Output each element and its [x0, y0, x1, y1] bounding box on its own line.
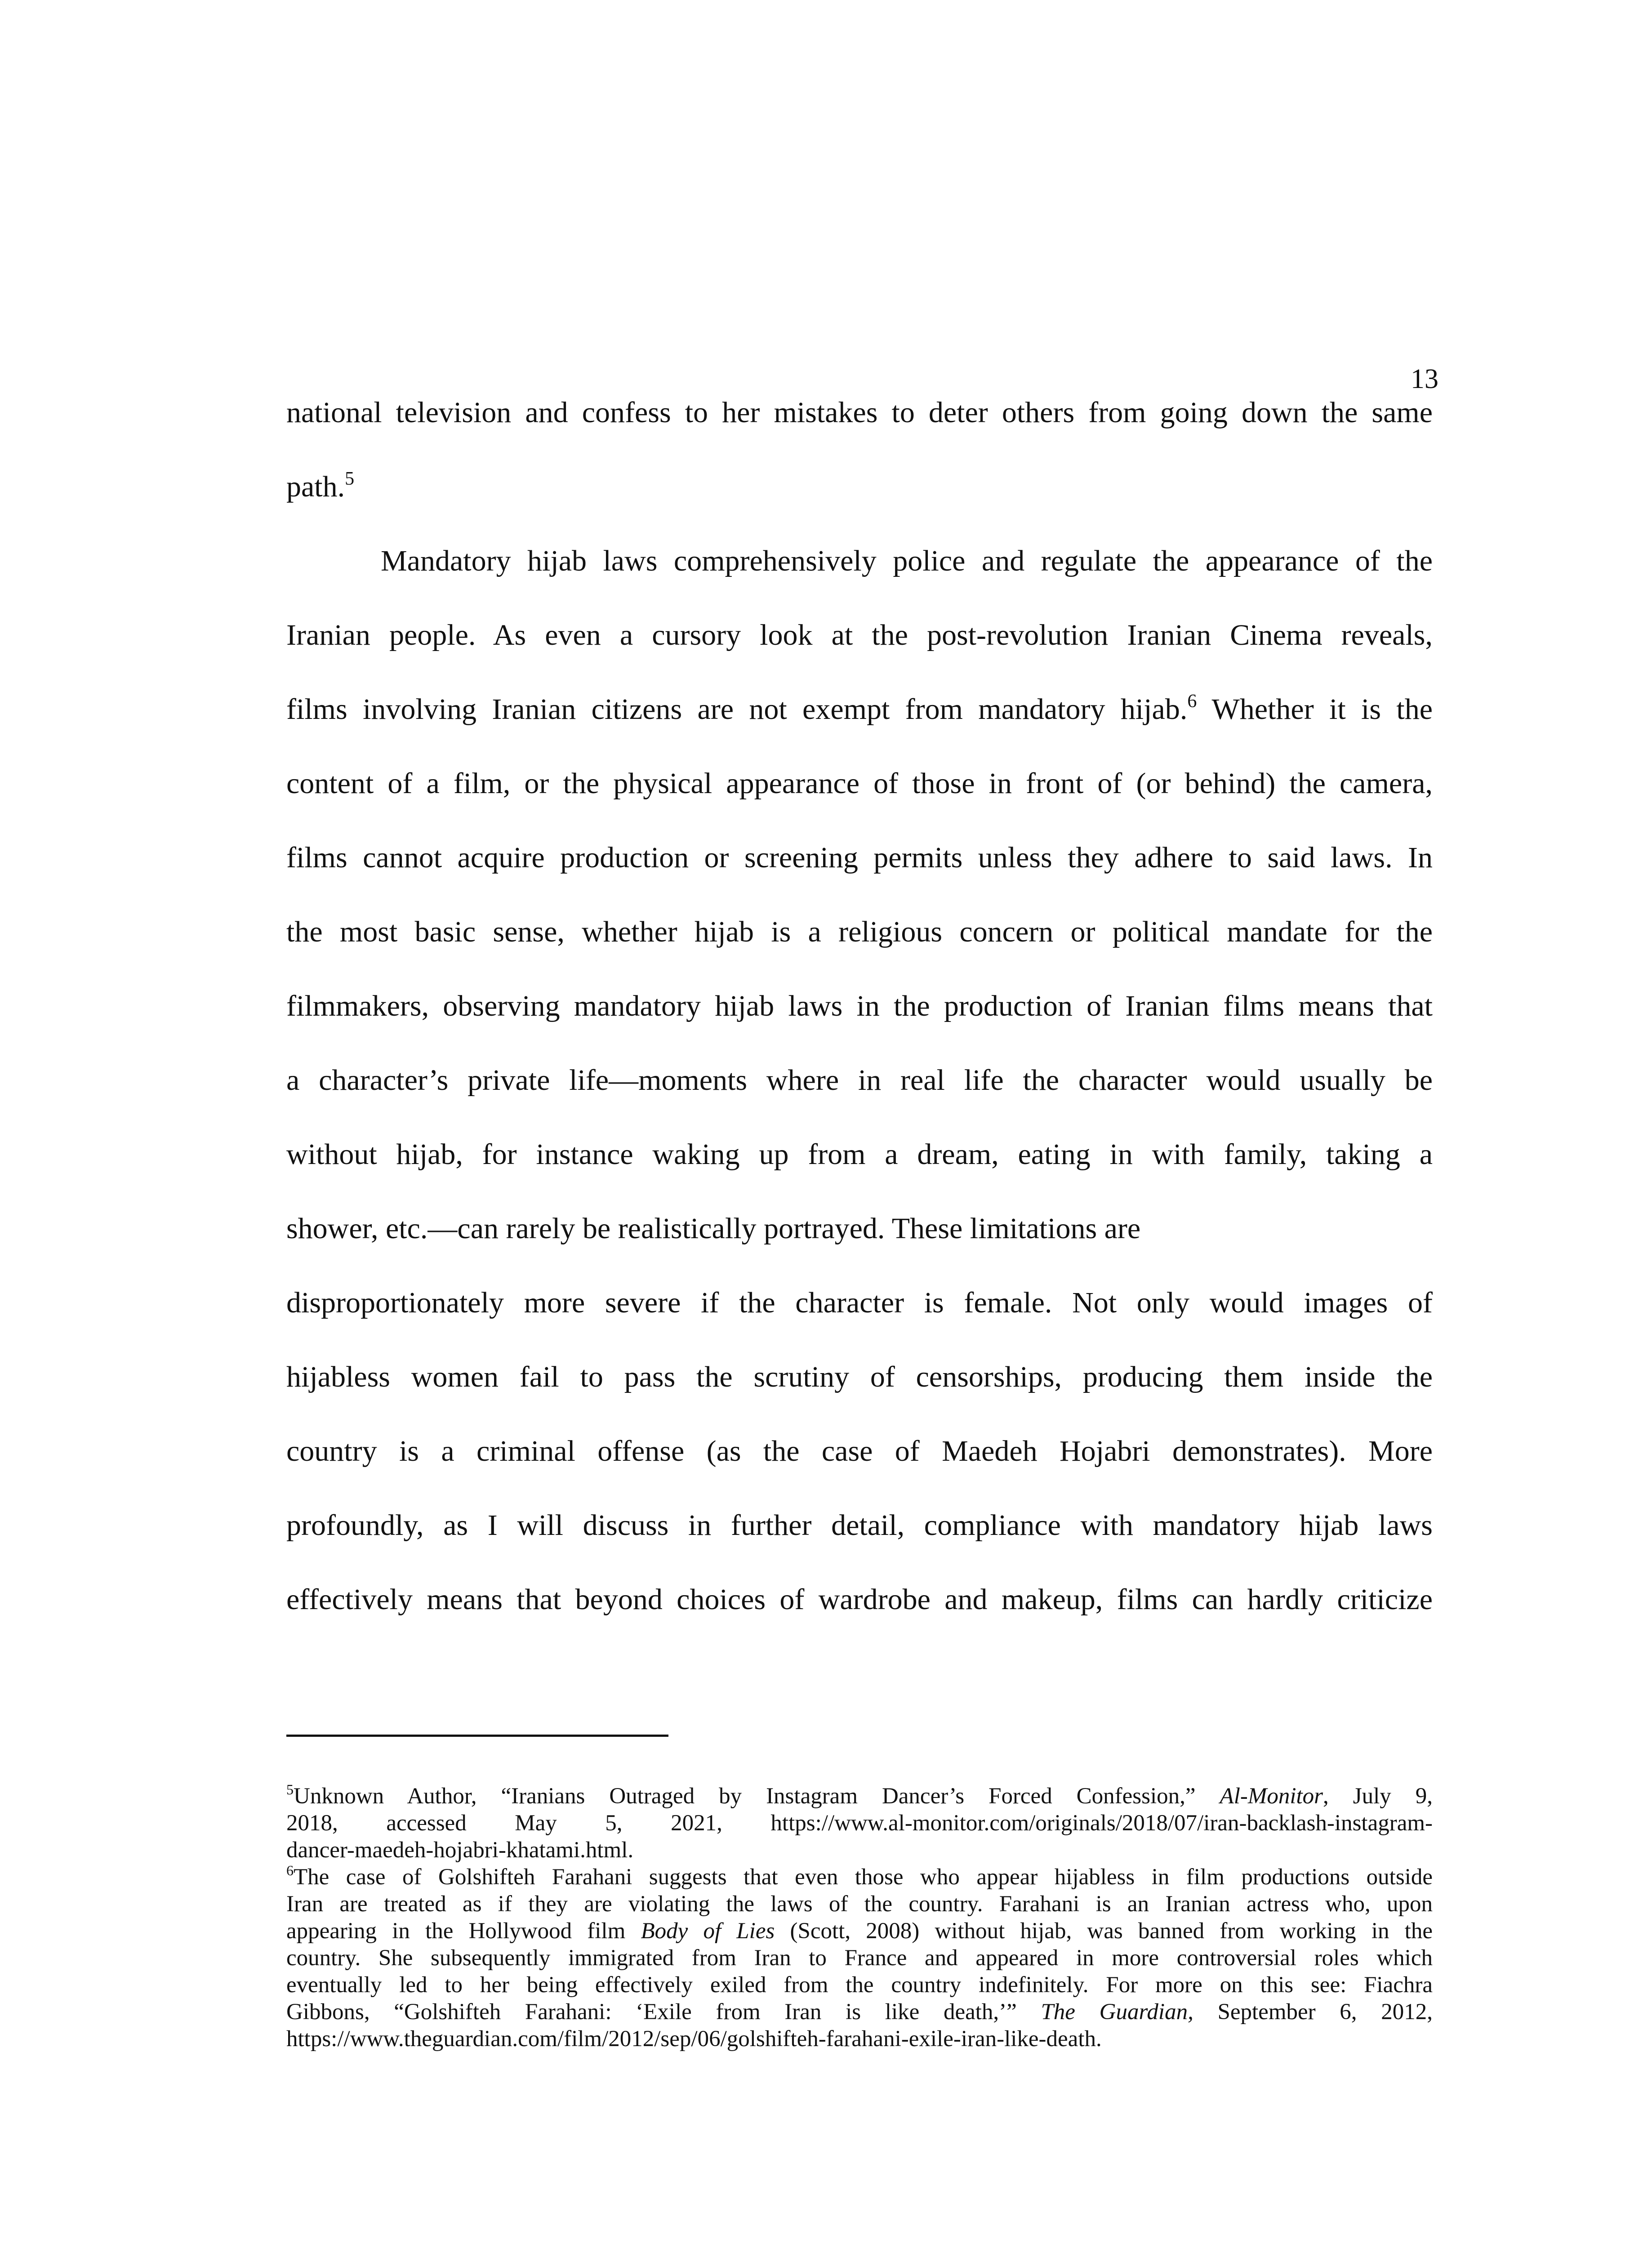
footnote-number: 5 — [286, 1781, 294, 1798]
footnote-line — [286, 1891, 1433, 1918]
body-line — [286, 1214, 1433, 1288]
footnote-text: , July 9, — [1323, 1784, 1433, 1809]
body-line-text: the most basic sense, whether hijab is a religious concern or political mandate for the — [286, 915, 1433, 948]
body-line — [286, 917, 1433, 991]
footnote-text: Unknown Author, “Iranians Outraged by Instagram Dancer’s Forced Confession,” — [294, 1784, 1220, 1809]
body-line-text: profoundly, as I will discuss in further detail, compliance with mandatory hijab laws — [286, 1509, 1433, 1542]
footnote-text: appearing in the Hollywood film — [286, 1918, 641, 1944]
body-line — [286, 1066, 1433, 1140]
footnote-6 — [286, 1864, 1433, 2052]
body-line-text: films involving Iranian citizens are not exempt from mandatory hijab. — [286, 693, 1188, 726]
body-line-text: without hijab, for instance waking up from a dream, eating in with family, taking a — [286, 1138, 1433, 1171]
body-line — [286, 1362, 1433, 1436]
footnote-line — [286, 1783, 1433, 1810]
body-line-text: disproportionately more severe if the character is female. Not only would images of — [286, 1286, 1433, 1319]
footnote-reference: 5 — [345, 468, 355, 489]
footnote-text: dancer-maedeh-hojabri-khatami.html. — [286, 1838, 634, 1863]
body-line — [286, 769, 1433, 843]
footnote-line — [286, 1810, 1433, 1837]
footnote-line — [286, 2025, 1433, 2052]
body-line-text: country is a criminal offense (as the case of Maedeh Hojabri demonstrates). More — [286, 1435, 1433, 1467]
body-line — [286, 468, 1433, 546]
footnote-text: September 6, 2012, — [1193, 1999, 1433, 2025]
footnote-text: eventually led to her being effectively exiled from the country indefinitely. For more on this see: Fiachra — [286, 1972, 1433, 1998]
body-line-text: a character’s private life—moments where in real life the character would usually be — [286, 1064, 1433, 1097]
body-line-text: shower, etc.—can rarely be realistically portrayed. These limitations are — [286, 1212, 1141, 1245]
body-line — [286, 691, 1433, 769]
footnote-number: 6 — [286, 1862, 294, 1878]
footnote-text: 2018, accessed May 5, 2021, https://www.al-monitor.com/originals/2018/07/iran-backlash-instagram- — [286, 1811, 1433, 1836]
footnote-line — [286, 1837, 1433, 1864]
footnote-line — [286, 1918, 1433, 1945]
body-line-text: Mandatory hijab laws comprehensively police and regulate the appearance of the — [381, 544, 1433, 577]
footnote-separator — [286, 1735, 668, 1737]
footnote-italic-title: Body of Lies — [641, 1918, 775, 1944]
footnotes — [286, 1783, 1433, 2052]
footnote-italic-title: Al-Monitor — [1220, 1784, 1323, 1809]
body-line — [286, 1288, 1433, 1362]
body-line — [286, 991, 1433, 1066]
body-line-text: hijabless women fail to pass the scrutiny of censorships, producing them inside the — [286, 1360, 1433, 1393]
footnote-line — [286, 1864, 1433, 1891]
body-line-text: films cannot acquire production or screening permits unless they adhere to said laws. In — [286, 841, 1433, 874]
body-line-text: filmmakers, observing mandatory hijab laws in the production of Iranian films means that — [286, 990, 1433, 1022]
body-line — [286, 843, 1433, 917]
footnote-text: country. She subsequently immigrated from Iran to France and appeared in more controversial roles which — [286, 1945, 1433, 1971]
body-line-text: effectively means that beyond choices of wardrobe and makeup, films can hardly criticize — [286, 1583, 1433, 1616]
body-line — [286, 398, 1433, 472]
footnote-text: The case of Golshifteh Farahani suggests that even those who appear hijabless in film productions outside — [294, 1864, 1433, 1890]
footnote-line — [286, 1998, 1433, 2025]
footnote-text: Gibbons, “Golshifteh Farahani: ‘Exile from Iran is like death,’” — [286, 1999, 1041, 2025]
body-line — [286, 1585, 1433, 1659]
body-line — [286, 1511, 1433, 1585]
body-line-text: national television and confess to her mistakes to deter others from going down the same — [286, 396, 1433, 429]
body-line-text: content of a film, or the physical appearance of those in front of (or behind) the camera, — [286, 767, 1433, 800]
footnote-line — [286, 1945, 1433, 1971]
footnote-text: https://www.theguardian.com/film/2012/sep/06/golshifteh-farahani-exile-iran-like-death. — [286, 2026, 1102, 2052]
page-number: 13 — [1411, 364, 1438, 394]
body-line-text: path. — [286, 470, 345, 503]
body-line — [286, 1436, 1433, 1511]
footnote-text: Iran are treated as if they are violating the laws of the country. Farahani is an Iranian actress who, upon — [286, 1891, 1433, 1917]
body-line-text: Whether it is the — [1197, 693, 1433, 726]
body-line — [286, 546, 1433, 620]
footnote-italic-title: The Guardian, — [1041, 1999, 1193, 2025]
footnote-text: (Scott, 2008) without hijab, was banned from working in the — [775, 1918, 1433, 1944]
body-text — [286, 398, 1433, 1659]
footnote-5 — [286, 1783, 1433, 1864]
footnote-line — [286, 1971, 1433, 1998]
body-line-text: Iranian people. As even a cursory look at the post-revolution Iranian Cinema reveals, — [286, 619, 1433, 651]
body-line — [286, 620, 1433, 695]
body-line — [286, 1140, 1433, 1214]
footnote-reference: 6 — [1187, 691, 1197, 712]
